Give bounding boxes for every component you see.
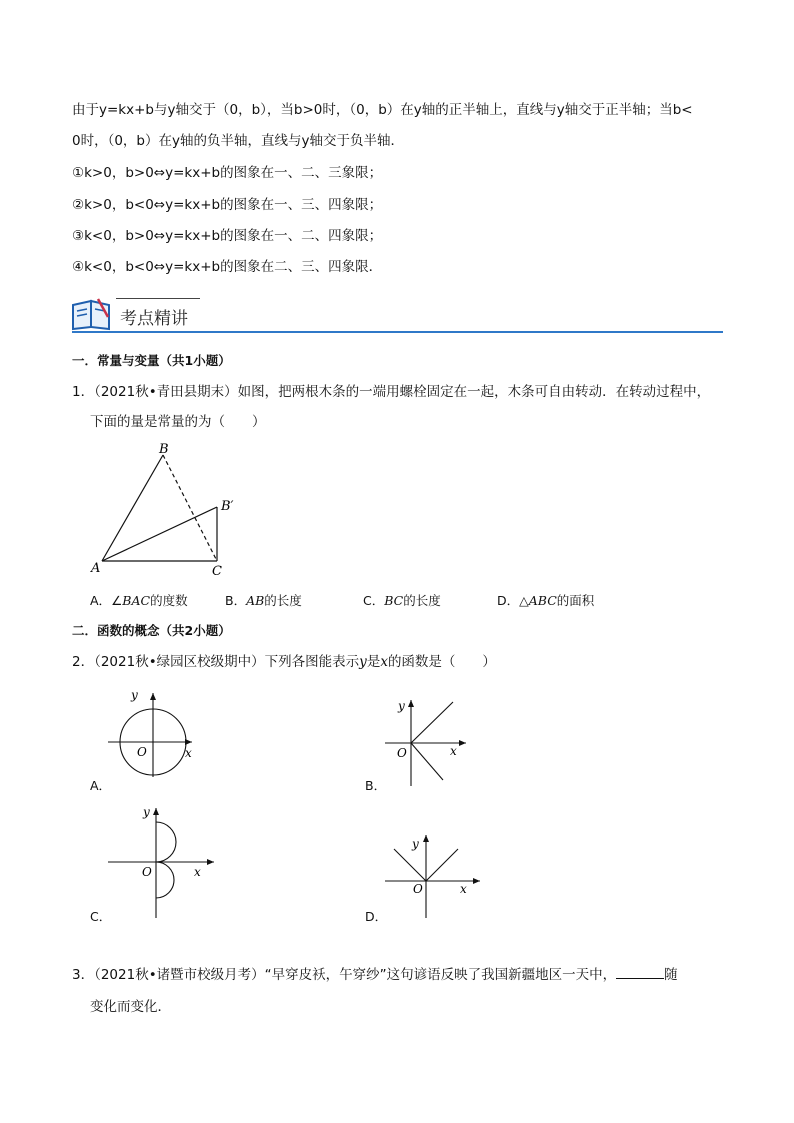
- q2-option-d-label[interactable]: D．: [365, 909, 388, 924]
- header-underline: [72, 331, 723, 333]
- case-4: ④k<0，b<0⇔y=kx+b的图象在二、三、四象限．: [72, 259, 383, 275]
- open-book-icon: [70, 297, 114, 331]
- q1-option-d[interactable]: D．△ABC的面积: [497, 593, 595, 608]
- svg-text:O: O: [142, 865, 152, 879]
- section-title-1: 一．常量与变量（共1小题）: [72, 353, 231, 368]
- q1-line-2: 下面的量是常量的为（ ）: [90, 414, 266, 430]
- intro-line-2: 0时，（0，b）在y轴的负半轴，直线与y轴交于负半轴．: [72, 133, 404, 149]
- case-3: ③k<0，b>0⇔y=kx+b的图象在一、二、四象限；: [72, 228, 383, 244]
- q1-option-c[interactable]: C．BC的长度: [363, 593, 441, 608]
- q3-line-2: 变化而变化．: [90, 999, 171, 1015]
- svg-text:y: y: [412, 837, 419, 851]
- q2-stem: 2．（2021秋•绿园区校级期中）下列各图能表示y是x的函数是（ ）: [72, 654, 496, 670]
- intro-line-1: 由于y=kx+b与y轴交于（0，b），当b>0时，（0，b）在y轴的正半轴上，直线与y轴交于正半轴；当b<: [72, 102, 693, 118]
- q1-option-b[interactable]: B．AB的长度: [225, 593, 302, 608]
- q1-option-a[interactable]: A．∠BAC的度数: [90, 593, 188, 608]
- case-1: ①k>0，b>0⇔y=kx+b的图象在一、二、三象限；: [72, 165, 383, 181]
- svg-text:x: x: [450, 744, 457, 758]
- q2-option-a-label[interactable]: A．: [90, 778, 112, 793]
- q2-graph-b: [380, 690, 480, 790]
- svg-text:y: y: [143, 805, 150, 819]
- label-A: A: [91, 561, 101, 576]
- svg-text:y: y: [398, 699, 405, 713]
- q2-graph-a: [100, 685, 210, 780]
- label-B: B: [159, 442, 169, 457]
- section-header-title: 考点精讲: [120, 309, 188, 329]
- label-C: C: [212, 564, 222, 579]
- q1-figure: [85, 440, 245, 580]
- svg-text:x: x: [185, 746, 192, 760]
- svg-text:y: y: [131, 688, 138, 702]
- section-title-2: 二．函数的概念（共2小题）: [72, 623, 231, 638]
- q2-graph-d: [380, 830, 490, 920]
- header-top-rule: [116, 298, 200, 299]
- svg-text:O: O: [137, 745, 147, 759]
- q2-option-b-label[interactable]: B．: [365, 778, 387, 793]
- svg-text:x: x: [194, 865, 201, 879]
- q3-line-1: 3．（2021秋•诸暨市校级月考）“早穿皮袄，午穿纱”这句谚语反映了我国新疆地区一天中， 随: [72, 964, 678, 985]
- svg-text:O: O: [413, 882, 423, 896]
- label-B-prime: B′: [221, 499, 234, 514]
- q3-answer-blank[interactable]: [616, 964, 664, 979]
- q1-line-1: 1．（2021秋•青田县期末）如图，把两根木条的一端用螺栓固定在一起，木条可自由转动．在转动过程中，: [72, 384, 711, 400]
- svg-text:x: x: [460, 882, 467, 896]
- q2-graph-c: [100, 800, 220, 920]
- q2-option-c-label[interactable]: C．: [90, 909, 112, 924]
- svg-text:O: O: [397, 746, 407, 760]
- case-2: ②k>0，b<0⇔y=kx+b的图象在一、三、四象限；: [72, 197, 383, 213]
